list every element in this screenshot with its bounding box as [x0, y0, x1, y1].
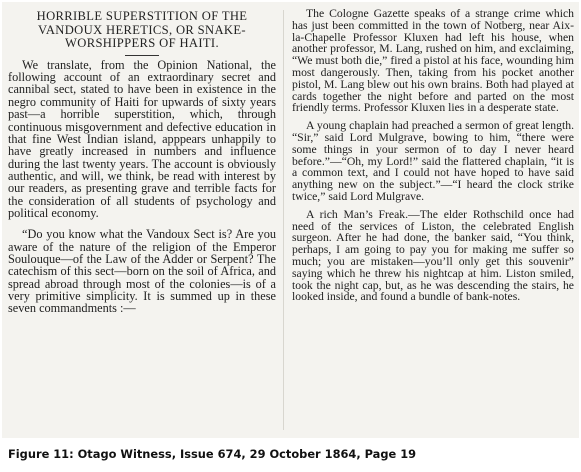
article-paragraph: We translate, from the Opinion National, the following account of an extraordinary secret and cannibal sect, stated to have been in existence in the negro community of Haiti for upwards of sixty years past—a horrible superstition, which, through continuous misgovernment and defective education in that fine West Indian island, apppears unhappily to have greatly increased in numbers and influence during the last twenty years. The account is obviously authentic, and will, we think, be read with interest by our readers, as presenting grave and terrible facts for the consideration of all students of psychology and political economy.	[8, 57, 276, 220]
article-paragraph: A young chaplain had preached a sermon of great length. “Sir,” said Lord Mulgrave, bowing to him, “there were some things in your sermon of to day I never heard before.”—“Oh, my Lord!” said the flattered chaplain, “it is a common text, and I could not have hoped to have said anything new on the subject.”—“I heard the clock strike twice,” said Lord Mulgrave.	[292, 119, 574, 203]
column-divider	[283, 10, 284, 430]
article-paragraph: “Do you know what the Vandoux Sect is? Are you aware of the nature of the religion of the Emperor Soulouque—of the Law of the Adder or Serpent? The catechism of this sect—born on the soil of Africa, and spread abroad through most of the colonies—is of a very primitive simplicity. It is summed up in these seven commandments :—	[8, 227, 276, 316]
article-paragraph: The Cologne Gazette speaks of a strange crime which has just been committed in the town of Notberg, near Aix-la-Chapelle Professor Kluxen had left his house, when another professor, M. Lang, rushed on him, and exclaiming, “We must both die,” fired a pistol at his face, wounding him most dangerously. Then, taking from his pocket another pistol, M. Lang blew out his own brains. Both had played at cards together the night before and parted on the most friendly terms. Professor Kluxen lies in a desperate state.	[292, 7, 574, 115]
left-column	[8, 8, 276, 315]
right-column	[292, 8, 574, 303]
figure-caption: Figure 11: Otago Witness, Issue 674, 29 October 1864, Page 19	[8, 447, 417, 461]
newspaper-scan	[2, 2, 579, 438]
article-heading: HORRIBLE SUPERSTITION OF THE VANDOUX HERETICS, OR SNAKE-WORSHIPPERS OF HAITI.	[36, 9, 248, 51]
heading-rule	[125, 55, 159, 56]
article-paragraph: A rich Man’s Freak.—The elder Rothschild once had need of the services of Liston, the celebrated English surgeon. After he had done, the banker said, “You think, perhaps, I am going to pay you for making me suffer so much; you are mistaken—you’ll only get this souvenir” saying which he threw his nightcap at him. Liston smiled, took the night cap, but, as he was descending the stairs, he looked inside, and found a bundle of bank-notes.	[292, 207, 574, 304]
